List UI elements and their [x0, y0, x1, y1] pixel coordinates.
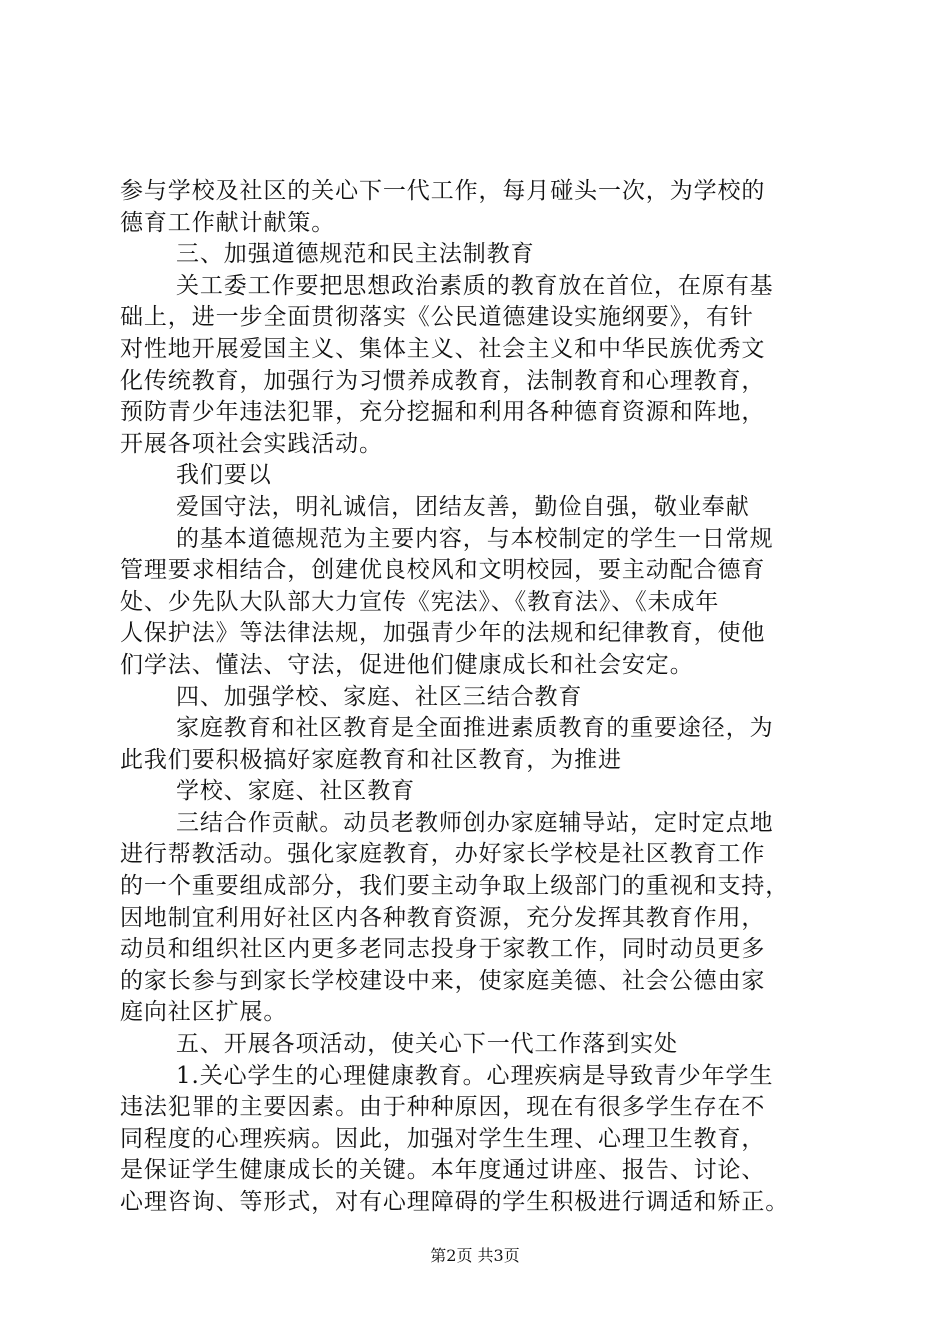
- text-line: 我们要以: [176, 462, 272, 489]
- text-line: 们学法、懂法、守法，促进他们健康成长和社会安定。: [120, 651, 694, 678]
- text-line: 动员和组织社区内更多老同志投身于家教工作，同时动员更多: [120, 936, 766, 963]
- text-line: 庭向社区扩展。: [120, 999, 288, 1026]
- text-line: 预防青少年违法犯罪，充分挖掘和利用各种德育资源和阵地，: [120, 399, 766, 426]
- text-line: 开展各项社会实践活动。: [120, 430, 383, 457]
- text-line: 学校、家庭、社区教育: [176, 778, 415, 805]
- text-line: 三、加强道德规范和民主法制教育: [176, 241, 535, 268]
- text-line: 心理咨询、等形式，对有心理障碍的学生积极进行调适和矫正。: [120, 1189, 790, 1215]
- text-line: 因地制宜利用好社区内各种教育资源，充分发挥其教育作用，: [120, 904, 766, 931]
- text-line: 违法犯罪的主要因素。由于种种原因，现在有很多学生存在不: [120, 1094, 766, 1121]
- page-footer: 第2页 共3页: [430, 1246, 520, 1265]
- text-line: 家庭教育和社区教育是全面推进素质教育的重要途径，为: [176, 715, 774, 742]
- text-line: 人保护法》等法律法规，加强青少年的法规和纪律教育，使他: [120, 620, 766, 647]
- text-line: 三结合作贡献。动员老教师创办家庭辅导站，定时定点地: [176, 809, 774, 836]
- text-line: 处、少先队大队部大力宣传《宪法》、《教育法》、《未成年: [120, 588, 720, 615]
- text-line: 四、加强学校、家庭、社区三结合教育: [176, 683, 583, 710]
- text-line: 的基本道德规范为主要内容，与本校制定的学生一日常规: [176, 525, 774, 552]
- text-line: 础上，进一步全面贯彻落实《公民道德建设实施纲要》，有针: [120, 304, 754, 331]
- text-line: 五、开展各项活动，使关心下一代工作落到实处: [176, 1031, 678, 1058]
- text-line: 此我们要积极搞好家庭教育和社区教育，为推进: [120, 746, 622, 773]
- text-line: 是保证学生健康成长的关键。本年度通过讲座、报告、讨论、: [120, 1157, 766, 1184]
- document-body: [120, 176, 835, 1219]
- text-line: 的家长参与到家长学校建设中来，使家庭美德、社会公德由家: [120, 967, 766, 994]
- text-line: 对性地开展爱国主义、集体主义、社会主义和中华民族优秀文: [120, 335, 766, 362]
- text-line: 进行帮教活动。强化家庭教育，办好家长学校是社区教育工作: [120, 841, 766, 868]
- text-line: 同程度的心理疾病。因此，加强对学生生理、心理卫生教育，: [120, 1125, 766, 1152]
- text-line: 1.关心学生的心理健康教育。心理疾病是导致青少年学生: [176, 1062, 774, 1089]
- text-line: 德育工作献计献策。: [120, 209, 336, 236]
- text-line: 爱国守法，明礼诚信，团结友善，勤俭自强，敬业奉献: [176, 493, 750, 520]
- text-line: 管理要求相结合，创建优良校风和文明校园，要主动配合德育: [120, 557, 766, 584]
- text-line: 关工委工作要把思想政治素质的教育放在首位，在原有基: [176, 272, 774, 299]
- text-line: 化传统教育，加强行为习惯养成教育，法制教育和心理教育，: [120, 367, 766, 394]
- text-line: 的一个重要组成部分，我们要主动争取上级部门的重视和支持，: [120, 873, 790, 900]
- text-line: 参与学校及社区的关心下一代工作，每月碰头一次，为学校的: [120, 178, 766, 204]
